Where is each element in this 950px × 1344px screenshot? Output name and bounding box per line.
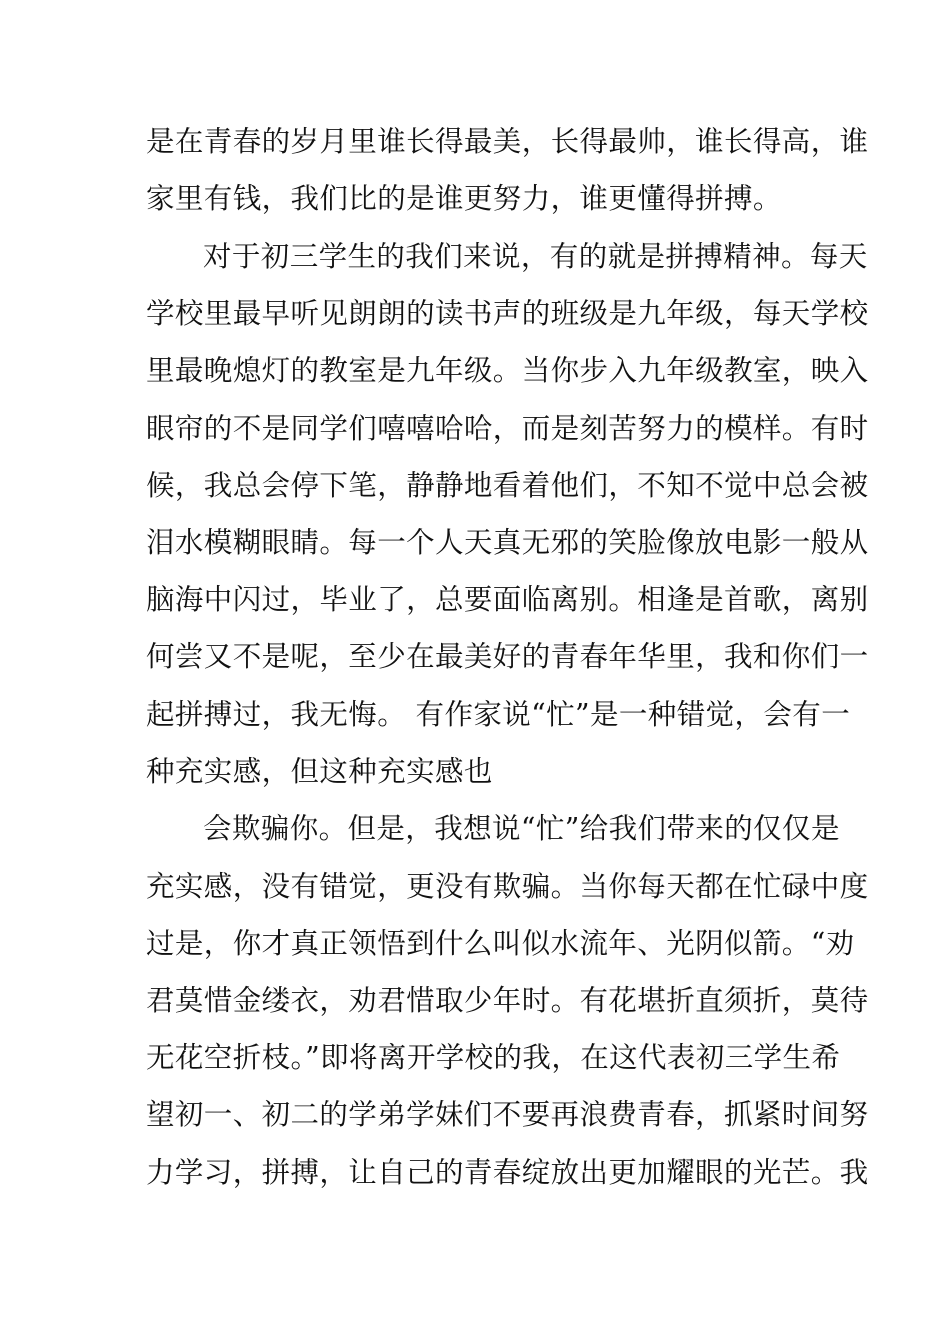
text-line: 力学习，拼搏，让自己的青春绽放出更加耀眼的光芒。我 bbox=[146, 1156, 869, 1189]
text-line: 候，我总会停下笔，静静地看着他们，不知不觉中总会被 bbox=[146, 469, 869, 502]
text-line: 家里有钱，我们比的是谁更努力，谁更懂得拼搏。 bbox=[146, 182, 782, 215]
text-line: 对于初三学生的我们来说，有的就是拼搏精神。每天 bbox=[203, 240, 868, 273]
text-line: 会欺骗你。但是，我想说“忙”给我们带来的仅仅是 bbox=[203, 812, 840, 845]
text-line: 是在青春的岁月里谁长得最美，长得最帅，谁长得高，谁 bbox=[146, 125, 869, 158]
text-line: 起拼搏过，我无悔。 有作家说“忙”是一种错觉，会有一 bbox=[146, 698, 851, 731]
text-line: 充实感，没有错觉，更没有欺骗。当你每天都在忙碌中度 bbox=[146, 870, 869, 903]
text-line: 君莫惜金缕衣，劝君惜取少年时。有花堪折直须折，莫待 bbox=[146, 984, 869, 1017]
text-line: 过是，你才真正领悟到什么叫似水流年、光阴似箭。“劝 bbox=[146, 927, 855, 960]
text-line: 种充实感，但这种充实感也 bbox=[146, 755, 493, 788]
text-line: 望初一、初二的学弟学妹们不要再浪费青春，抓紧时间努 bbox=[146, 1098, 869, 1131]
text-line: 泪水模糊眼睛。每一个人天真无邪的笑脸像放电影一般从 bbox=[146, 526, 869, 559]
text-line: 里最晚熄灯的教室是九年级。当你步入九年级教室，映入 bbox=[146, 354, 869, 387]
text-line: 学校里最早听见朗朗的读书声的班级是九年级，每天学校 bbox=[146, 297, 869, 330]
text-line: 何尝又不是呢，至少在最美好的青春年华里，我和你们一 bbox=[146, 640, 869, 673]
text-line: 无花空折枝。”即将离开学校的我，在这代表初三学生希 bbox=[146, 1041, 841, 1074]
text-line: 脑海中闪过，毕业了，总要面临离别。相逢是首歌，离别 bbox=[146, 583, 869, 616]
text-line: 眼帘的不是同学们嘻嘻哈哈，而是刻苦努力的模样。有时 bbox=[146, 412, 869, 445]
